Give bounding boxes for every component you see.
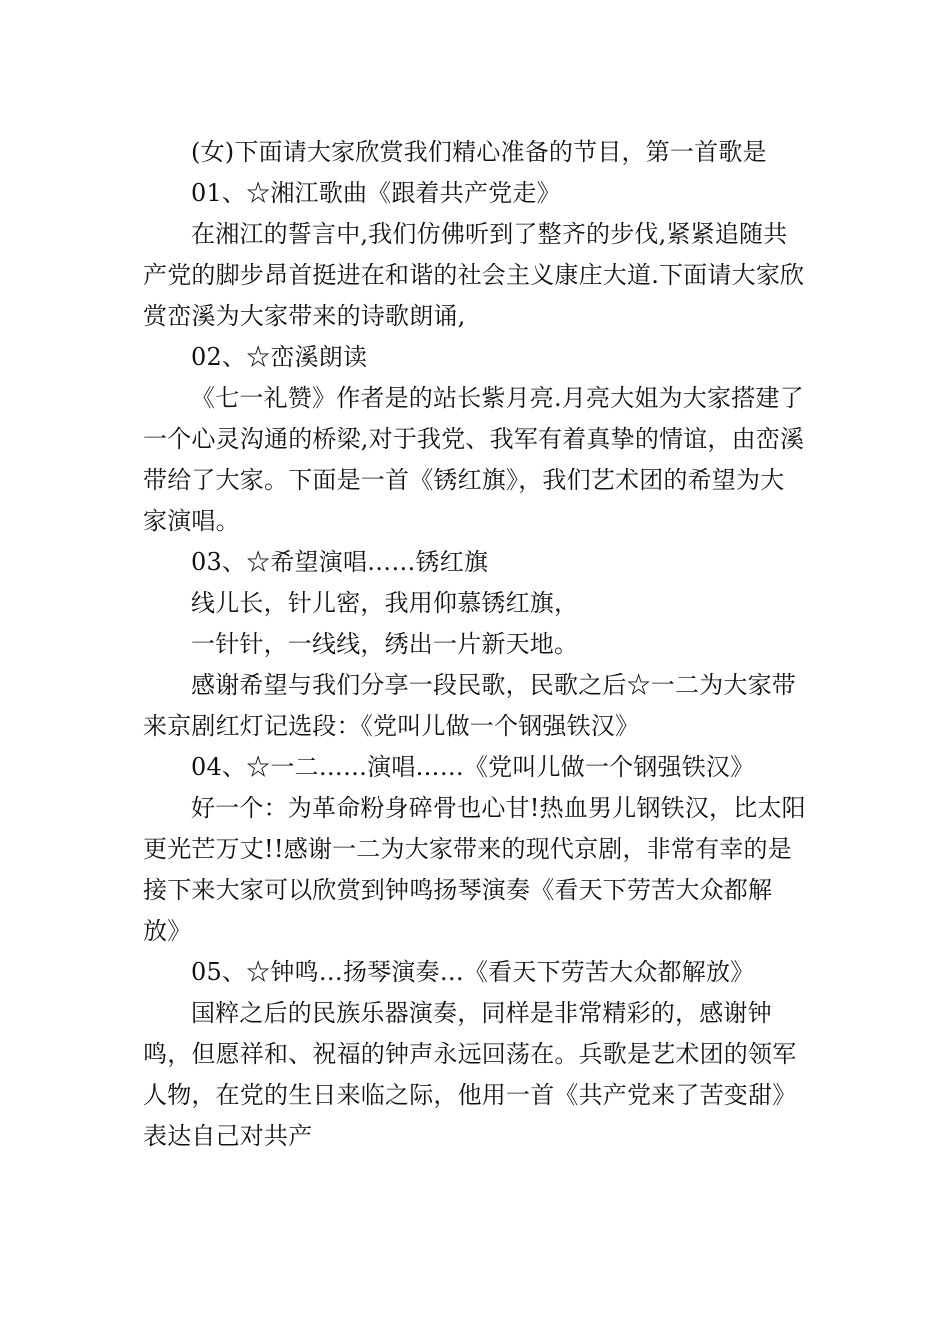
paragraph-xiangjiang-commentary: 在湘江的誓言中,我们仿佛听到了整齐的步伐,紧紧追随共产党的脚步昂首挺进在和谐的社会主义康庄大道.下面请大家欣赏峦溪为大家带来的诗歌朗诵, bbox=[143, 220, 805, 330]
paragraph-intro: (女)下面请大家欣赏我们精心准备的节目，第一首歌是 bbox=[191, 138, 767, 166]
paragraph-yier-commentary: 好一个：为革命粉身碎骨也心甘!热血男儿钢铁汉，比太阳更光芒万丈!!感谢一二为大家带来的现代京剧，非常有幸的是接下来大家可以欣赏到钟鸣扬琴演奏《看天下劳苦大众都解放》 bbox=[143, 794, 806, 945]
program-item-01: 01、☆湘江歌曲《跟着共产党走》 bbox=[191, 179, 561, 207]
lyric-line-2: 一针针，一线线，绣出一片新天地。 bbox=[191, 630, 579, 658]
program-item-02: 02、☆峦溪朗读 bbox=[191, 343, 368, 371]
lyric-line-1: 线儿长，针儿密，我用仰慕锈红旗， bbox=[191, 589, 579, 617]
document-body bbox=[143, 132, 807, 1157]
paragraph-luanxi-commentary: 《七一礼赞》作者是的站长紫月亮.月亮大姐为大家搭建了一个心灵沟通的桥梁,对于我党、我军有着真挚的情谊，由峦溪带给了大家。下面是一首《锈红旗》，我们艺术团的希望为大家演唱。 bbox=[143, 384, 805, 535]
paragraph-xiwang-commentary: 感谢希望与我们分享一段民歌，民歌之后☆一二为大家带来京剧红灯记选段：《党叫儿做一个钢强铁汉》 bbox=[143, 671, 796, 740]
program-item-04: 04、☆一二……演唱……《党叫儿做一个钢强铁汉》 bbox=[191, 753, 755, 781]
paragraph-zhongming-commentary: 国粹之后的民族乐器演奏，同样是非常精彩的，感谢钟鸣，但愿祥和、祝福的钟声永远回荡在。兵歌是艺术团的领军人物，在党的生日来临之际，他用一首《共产党来了苦变甜》表达自己对共产 bbox=[143, 999, 797, 1150]
program-item-03: 03、☆希望演唱……锈红旗 bbox=[191, 548, 489, 576]
program-item-05: 05、☆钟鸣…扬琴演奏…《看天下劳苦大众都解放》 bbox=[191, 958, 755, 986]
